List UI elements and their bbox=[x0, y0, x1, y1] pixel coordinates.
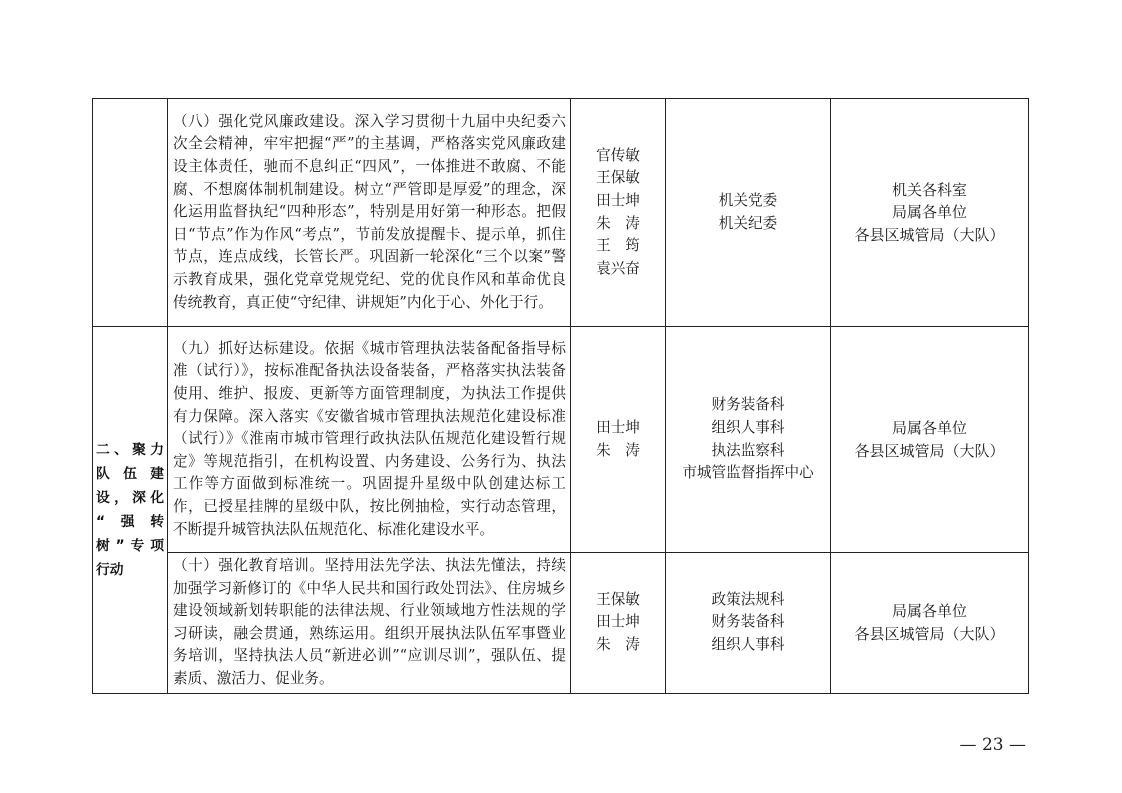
lead-dept-cell bbox=[666, 327, 831, 553]
lead-dept-cell bbox=[666, 99, 831, 327]
lead-dept-cell bbox=[666, 553, 831, 694]
task-line: 党风廉政建设主体责任，驰而不息纠正“四风”，一体 bbox=[173, 135, 566, 176]
leader-name: 朱 涛 bbox=[596, 636, 640, 654]
leader-name: 朱 涛 bbox=[596, 214, 640, 232]
coop-unit-cell bbox=[831, 327, 1029, 553]
coop-unit-cell bbox=[831, 99, 1029, 327]
task-line: 委六次全会精神，牢牢把握“严”的主基调，严格落实 bbox=[173, 112, 566, 153]
category-cell bbox=[93, 327, 168, 694]
task-cell bbox=[168, 99, 571, 327]
leader-cell bbox=[571, 99, 666, 327]
lead-dept: 机关纪委 bbox=[718, 214, 778, 232]
task-line: （八）强化党风廉政建设。深入学习贯彻十九届中央纪 bbox=[173, 112, 537, 130]
leader-cell bbox=[571, 553, 666, 694]
task-line: 执法队伍军事暨业务培训，坚持执法人员“新进必训” bbox=[173, 624, 566, 665]
task-line: 执法队伍规范化建设暂行规定》等规范指引，在机构设 bbox=[173, 430, 566, 470]
lead-dept: 机关党委 bbox=[718, 191, 778, 209]
task-line: 法队伍规范化、标准化建设水平。 bbox=[275, 520, 495, 538]
task-line: “应训尽训”，强队伍、提素质、激活力、促业务。 bbox=[173, 647, 566, 687]
task-cell bbox=[168, 327, 571, 553]
lead-dept: 市城管监督指挥中心 bbox=[682, 464, 814, 482]
category-cell-empty bbox=[93, 99, 168, 327]
task-cell bbox=[168, 553, 571, 694]
leader-name: 田士坤 bbox=[596, 613, 640, 631]
coop-unit: 各县区城管局（大队） bbox=[854, 624, 1005, 643]
category-line: 行动 bbox=[96, 561, 124, 578]
coop-unit: 各县区城管局（大队） bbox=[854, 225, 1005, 244]
task-line: （十）强化教育培训。坚持用法先学法、执法先懂法， bbox=[173, 557, 537, 574]
task-line: 强化党章党规党纪、党的优良作风和革命优良传统教育， bbox=[173, 270, 566, 311]
task-line: 实执法装备使用、维护、报废、更新等方面管理制度， bbox=[173, 362, 566, 403]
task-line: 推进不敢腐、不能腐、不想腐体制机制建设。树立“严 bbox=[173, 158, 566, 198]
task-line: 特别是用好第一种形态。把假日“节点”作为作风“考 bbox=[173, 203, 566, 243]
lead-dept: 组织人事科 bbox=[711, 418, 785, 436]
category-line: 队伍建 bbox=[96, 465, 164, 482]
task-line: 长管长严。巩固新一轮深化“三个以案”警示教育成果， bbox=[173, 248, 566, 288]
lead-dept: 组织人事科 bbox=[711, 636, 785, 654]
leader-name: 田士坤 bbox=[596, 418, 640, 436]
coop-unit: 局属各单位 bbox=[891, 602, 967, 621]
task-line: 级中队，按比例抽检，实行动态管理，不断提升城管执 bbox=[173, 497, 566, 538]
coop-unit: 局属各单位 bbox=[891, 418, 967, 437]
page-number: — 23 — bbox=[959, 735, 1026, 755]
task-line: 为执法工作提供有力保障。深入落实《安徽省城市管理 bbox=[173, 385, 566, 425]
lead-dept: 财务装备科 bbox=[711, 396, 785, 414]
lead-dept: 政策法规科 bbox=[711, 590, 785, 608]
task-line: 导标准（试行）》，按标准配备执法设备装备，严格落 bbox=[173, 339, 566, 380]
task-line: 置、内务建设、公务行为、执法工作等方面做到标准统 bbox=[173, 452, 566, 493]
category-line: 二、聚力 bbox=[96, 441, 164, 458]
leader-cell bbox=[571, 327, 666, 553]
lead-dept: 执法监察科 bbox=[711, 441, 785, 459]
category-line: 树”专项 bbox=[96, 537, 164, 554]
table-row bbox=[93, 99, 1029, 327]
category-line: “强转 bbox=[96, 513, 164, 530]
leader-name: 王 筠 bbox=[596, 237, 640, 255]
task-line: 管即是厚爱”的理念，深化运用监督执纪“四种形态”， bbox=[173, 180, 566, 221]
leader-name: 袁兴奋 bbox=[596, 259, 640, 277]
task-table bbox=[92, 98, 1029, 694]
coop-unit: 机关各科室 bbox=[891, 180, 967, 199]
task-line: （九）抓好达标建设。依据《城市管理执法装备配备指 bbox=[173, 339, 537, 357]
table-row bbox=[93, 327, 1029, 553]
task-line: 方性法规的学习研读，融会贯通，熟练运用。组织开展 bbox=[173, 602, 566, 642]
task-line: 真正使“守纪律、讲规矩”内化于心、外化于行。 bbox=[245, 293, 553, 311]
lead-dept: 财务装备科 bbox=[711, 613, 785, 631]
leader-name: 田士坤 bbox=[596, 191, 640, 209]
task-line: 一。巩固提升星级中队创建达标工作，已授星挂牌的星 bbox=[173, 475, 566, 515]
table-row bbox=[93, 553, 1029, 694]
category-line: 设，深化 bbox=[96, 489, 164, 506]
task-line: 点”，节前发放提醒卡、提示单，抓住节点，连点成线， bbox=[173, 225, 566, 266]
leader-name: 王保敏 bbox=[596, 590, 640, 608]
task-line: 执法规范化建设标准（试行）》《淮南市城市管理行政 bbox=[173, 407, 566, 448]
coop-unit: 局属各单位 bbox=[891, 203, 967, 222]
leader-name: 王保敏 bbox=[596, 169, 640, 187]
task-line: 持续加强学习新修订的《中华人民共和国行政处罚法》、 bbox=[173, 557, 566, 597]
coop-unit-cell bbox=[831, 553, 1029, 694]
coop-unit: 各县区城管局（大队） bbox=[854, 441, 1005, 460]
task-line: 住房城乡建设领域新划转职能的法律法规、行业领域地 bbox=[173, 579, 566, 620]
leader-name: 官传敏 bbox=[596, 146, 640, 164]
leader-name: 朱 涛 bbox=[596, 441, 640, 459]
